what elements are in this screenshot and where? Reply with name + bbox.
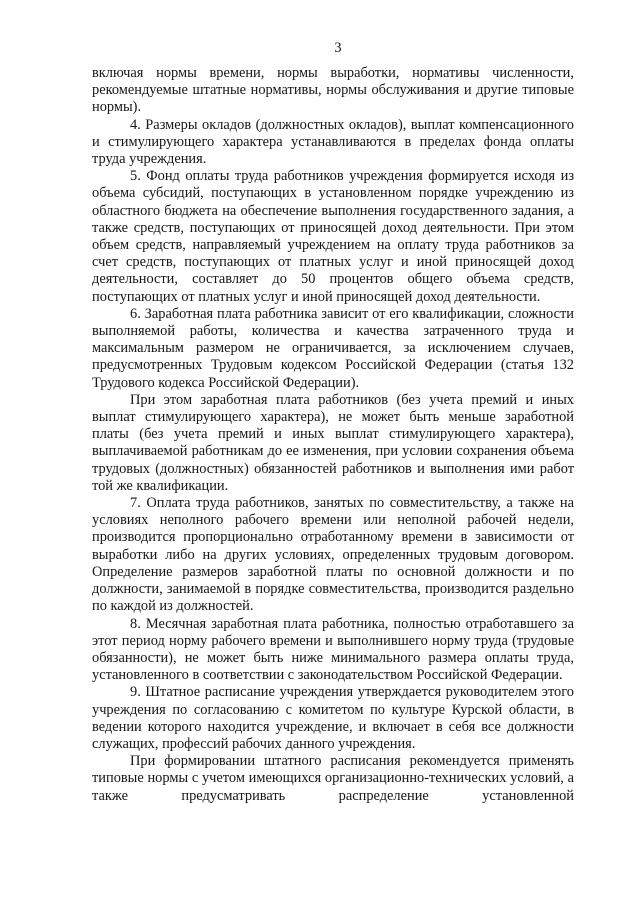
paragraph-item-6: 6. Заработная плата работника зависит от его квалификации, сложности выполняемой работы, количества и качества затраченного труда и максимальным размером не ограничивается, за исключением случаев, предусмотренных Трудовым кодексом Российской Федерации (статья 132 Трудового кодекса Российской Федерации). — [92, 305, 574, 391]
paragraph-item-4: 4. Размеры окладов (должностных окладов), выплат компенсационного и стимулирующего характера устанавливаются в пределах фонда оплаты труда учреждения. — [92, 116, 574, 168]
page-number: 3 — [334, 40, 342, 56]
paragraph-item-8: 8. Месячная заработная плата работника, полностью отработавшего за этот период норму рабочего времени и выполнившего норму труда (трудовые обязанности), не может быть ниже минимального размера оплаты труда, установленного в соответствии с законодательством Российской Федерации. — [92, 615, 574, 684]
paragraph-item-5: 5. Фонд оплаты труда работников учреждения формируется исходя из объема субсидий, поступающих в установленном порядке учреждению из областного бюджета на обеспечение выполнения государственного задания, а также средств, поступающих от приносящей доход деятельности. При этом объем средств, направляемый учреждением на оплату труда работников за счет средств, поступающих от платных услуг и иной приносящей доход деятельности, составляет до 50 процентов общего объема средств, поступающих от платных услуг и иной приносящей доход деятельности. — [92, 168, 574, 305]
paragraph-item-9-continued: При формировании штатного расписания рекомендуется применять типовые нормы с учетом имеющихся организационно-технических условий, а также предусматривать распределение установленной — [92, 753, 574, 804]
paragraph-continuation: включая нормы времени, нормы выработки, нормативы численности, рекомендуемые штатные нормативы, нормы обслуживания и другие типовые нормы). — [92, 65, 574, 116]
paragraph-item-9: 9. Штатное расписание учреждения утверждается руководителем этого учреждения по согласованию с комитетом по культуре Курской области, в ведении которого находится учреждение, и включает в себя все должности служащих, профессий рабочих данного учреждения. — [92, 684, 574, 752]
paragraph-item-6-continued: При этом заработная плата работников (без учета премий и иных выплат стимулирующего характера), не может быть меньше заработной платы (без учета премий и иных выплат стимулирующего характера), выплачиваемой работникам до ее изменения, при условии сохранения объема трудовых (должностных) обязанностей работников и выполнения ими работ той же квалификации. — [92, 391, 574, 494]
paragraph-item-7: 7. Оплата труда работников, занятых по совместительству, а также на условиях неполного рабочего времени или неполной рабочей недели, производится пропорционально отработанному времени в зависимости от выработки либо на других условиях, определенных трудовым договором. Определение размеров заработной платы по основной должности и по должности, занимаемой в порядке совместительства, производится раздельно по каждой из должностей. — [92, 495, 574, 615]
